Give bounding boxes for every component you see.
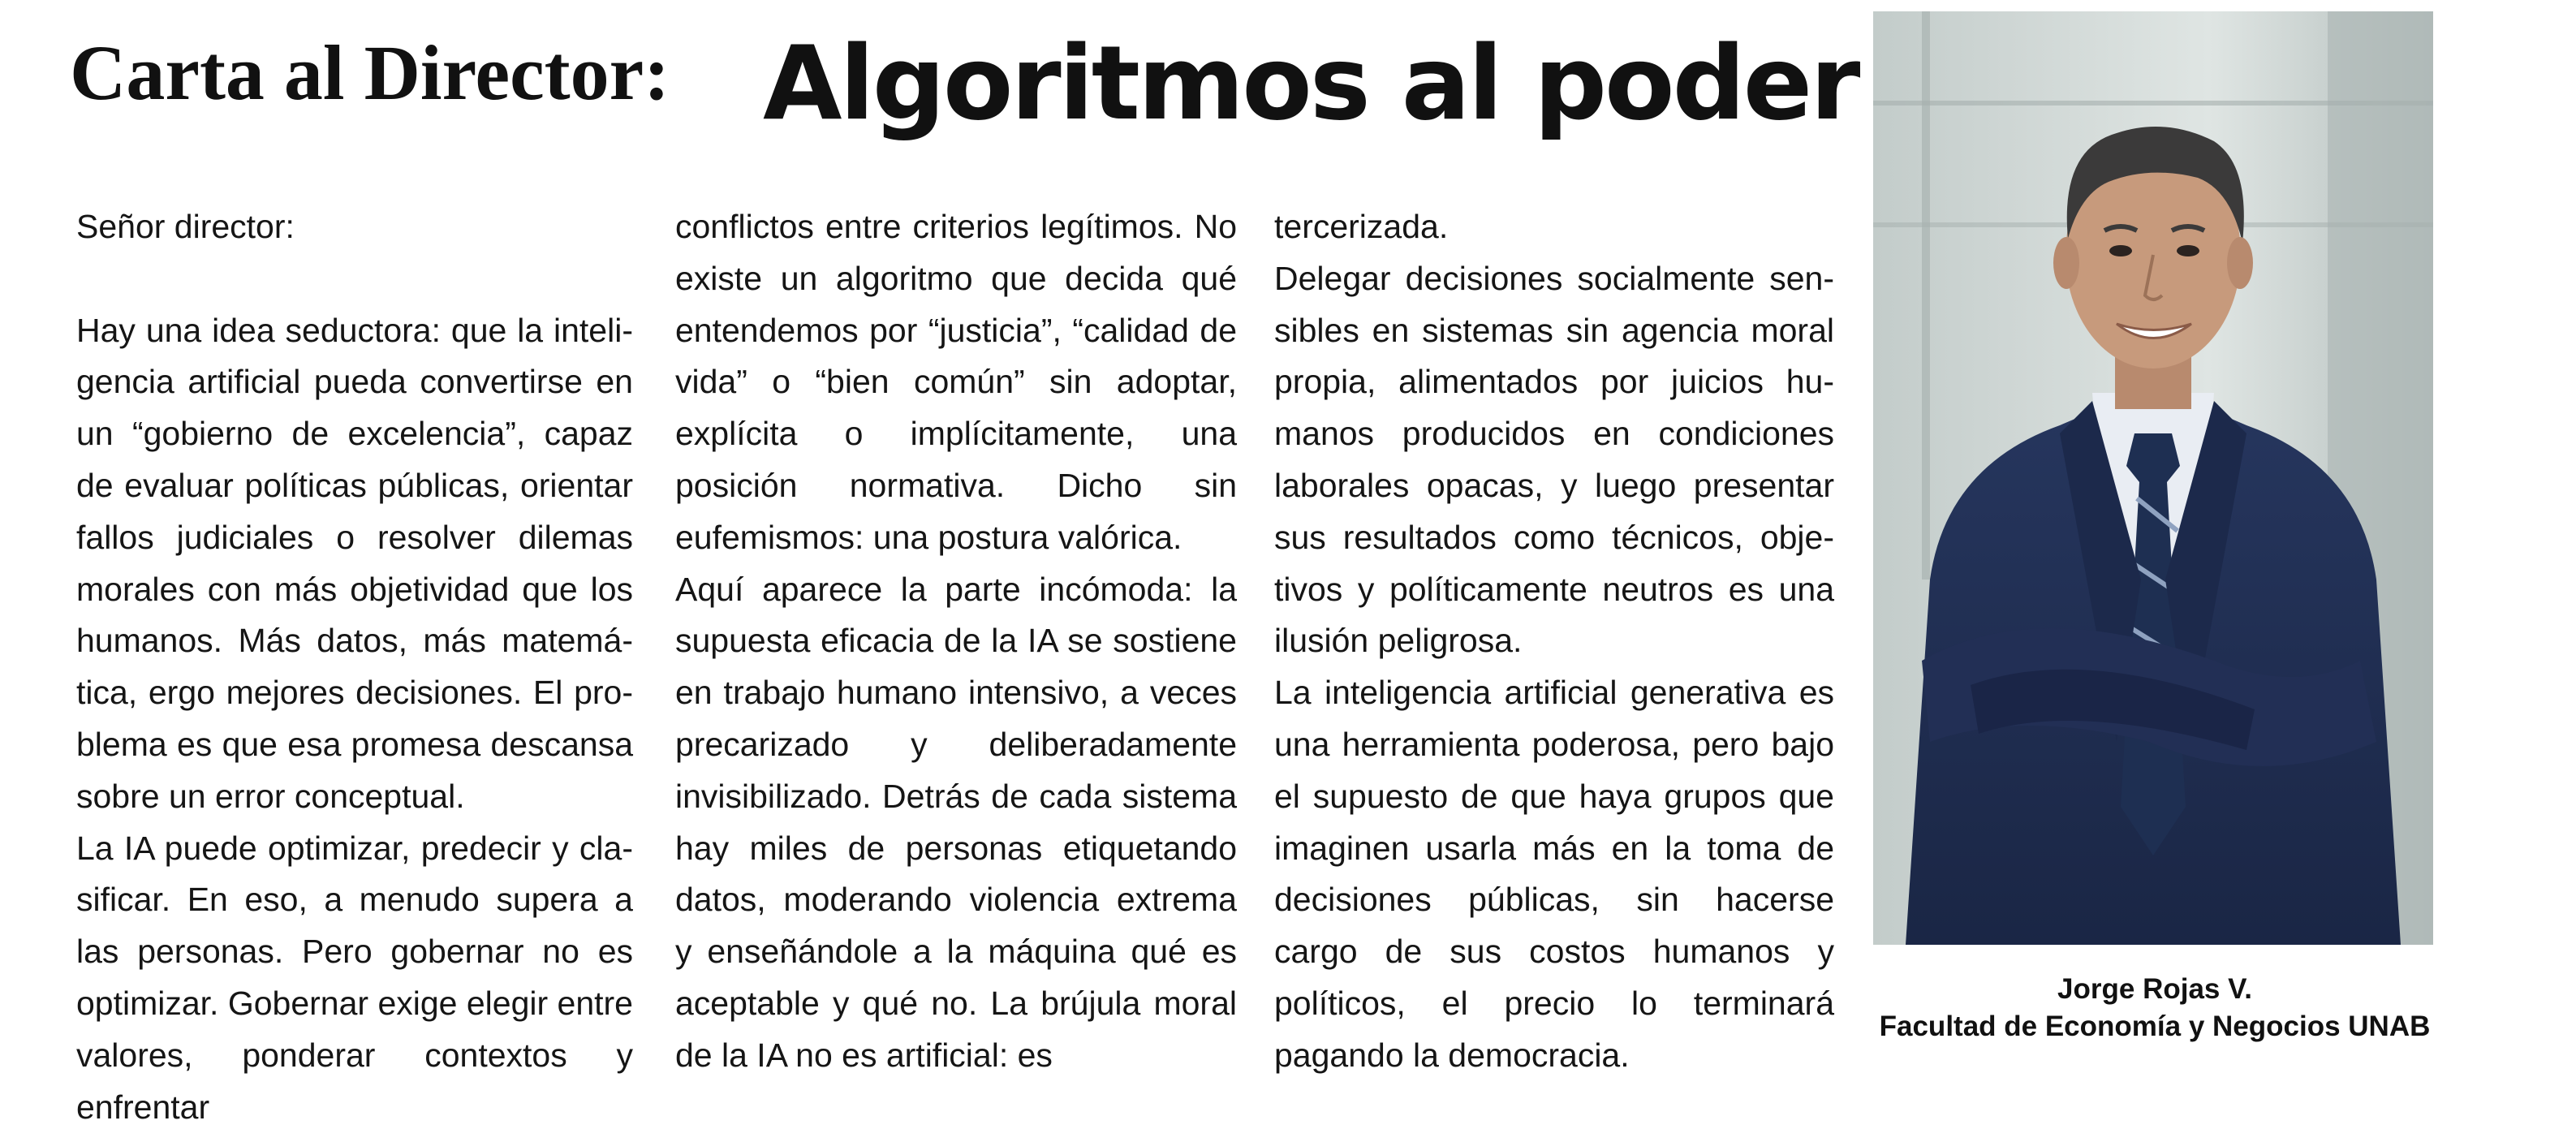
author-portrait-illustration [1873,11,2433,945]
paragraph: tercerizada. [1274,208,1449,245]
salutation: Señor director: [76,208,295,245]
paragraph: Aquí aparece la parte incómoda: la supuesta eficacia de la IA se sostiene en trabajo humano intensivo, a veces precarizado y deliberadamente invisibilizado. Detrás de cada sistema hay miles de personas etiquetando datos, moderando violencia extrema y enseñándole a la máquina qué es aceptable y qué no. La brújula moral de la IA no es artificial: es [675,570,1237,1074]
text-column-2 [675,201,1237,1082]
article-title: Algoritmos al poder [763,24,1859,143]
paragraph: conflictos entre criterios legítimos. No existe un algoritmo que decida qué entendemos por “justicia”, “calidad de vida” o “bien común” sin adoptar, explícita o implícitamente, una posición normativa. Dicho sin eufemismos: una postura valórica. [675,208,1237,556]
paragraph: La inteligencia artificial generativa es una herramienta poderosa, pero bajo el supuesto de que haya grupos que imaginen usarla más en la toma de decisiones públicas, sin hacerse cargo de sus costos humanos y políticos, el precio lo terminará pagando la democracia. [1274,674,1834,1074]
author-caption [1859,971,2451,1045]
author-name: Jorge Rojas V. [2057,973,2252,1005]
text-column-1 [76,201,633,1133]
author-affiliation: Facultad de Economía y Negocios UNAB [1879,1011,2431,1042]
paragraph-gap [76,253,633,305]
paragraph: Hay una idea seductora: que la inteligencia artificial pueda convertirse en un “gobierno de excelencia”, capaz de evaluar políticas públicas, orientar fallos judiciales o resolver dilemas morales con más objetividad que los humanos. Más datos, más matemática, ergo mejores decisiones. El problema es que esa promesa descansa sobre un error conceptual. [76,311,633,815]
text-column-3 [1274,201,1834,1082]
author-photo [1873,11,2433,945]
header-prefix: Carta al Director: [70,29,670,116]
paragraph: La IA puede optimizar, predecir y clasificar. En eso, a menudo supera a las personas. Pero gobernar no es optimizar. Gobernar exige elegir entre valores, ponderar contextos y enfrentar [76,829,633,1126]
paragraph: Delegar decisiones socialmente sensibles en sistemas sin agencia moral propia, alimentados por juicios humanos producidos en condiciones laborales opacas, y luego presentar sus resultados como técnicos, objetivos y políticamente neutros es una ilusión peligrosa. [1274,259,1834,660]
